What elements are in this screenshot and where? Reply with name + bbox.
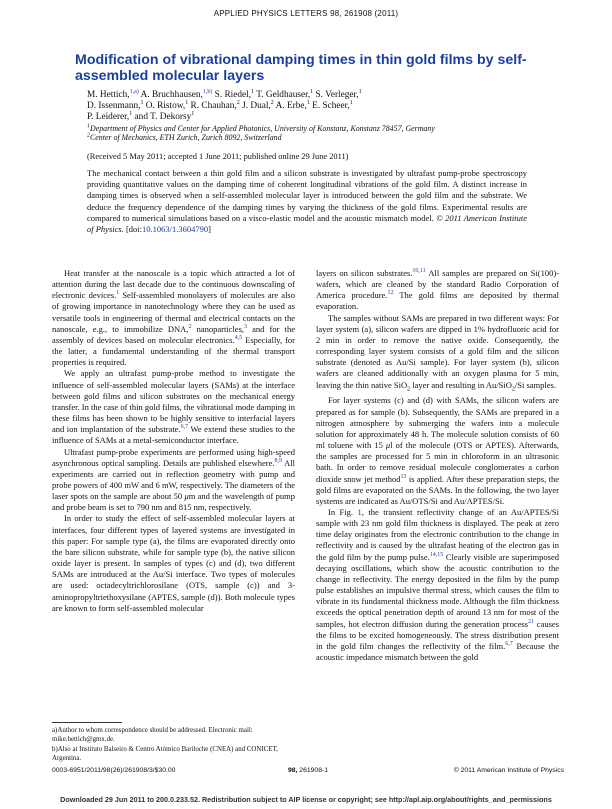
footnote-divider — [52, 722, 122, 723]
article-title: Modification of vibrational damping times in thin gold films by self-assembled molecular layers — [75, 52, 527, 84]
body-paragraph: Ultrafast pump-probe experiments are performed using high-speed asynchronous optical sampling. Details are published elsewhere.$^{8,9}$ All experiments are carried out in reflection geometry with pump and probe powers of 400 mW and 6 mW, respectively. The diameters of the laser spots on the sample are about 50 μm and the wavelength of pump and probe beam is set to 790 nm and 815 nm, respectively. — [52, 446, 296, 513]
body-paragraph: For layer systems (c) and (d) with SAMs, the silicon wafers are prepared as for sample (b). Subsequently, the SAMs are prepared in a nitrogen atmosphere by submerging the wafers into a molecule solution for approximately 48 h. The molecule solution consists of 60 ml toluene with 15 μl of the molecule (OTS or APTES). Afterwards, the samples are processed for 5 min in chloroform in an ultrasonic bath. In order to remove residual molecule conglomerates a carbon dioxide snow jet method$^{13}$ is applied. After these preparation steps, the gold films are evaporated on the SAMs. In the following, the two layer systems are indicated as Au/OTS/Si and Au/APTES/Si. — [316, 395, 559, 506]
abstract-text: The mechanical contact between a thin gold film and a silicon substrate is investigated by ultrafast pump-probe spectroscopy providing quantitative values on the damping time of coherent longitudinal vibrations of the gold film. A distinct increase in damping times is observed when a self-assembled molecular layer is introduced between the gold film and the substrate. We deduce the frequency dependence of the damping times by varying the thickness of the gold films. Experimental results are compared to numerical simulations based on a visco-elastic model and the acoustic mismatch model. — [87, 168, 527, 223]
body-paragraph: We apply an ultrafast pump-probe method to investigate the influence of self-assembled molecular layers (SAMs) at the interface between gold films and silicon substrates on the mechanical energy transfer. In the case of thin gold films, the vibrational mode damping in these films has been shown to be highly sensitive to interfacial layers and ion implantation of the substrate.$^{6,7}$ We extend these studies to the influence of SAMs at a metal-semiconductor interface. — [52, 368, 295, 446]
footer-copyright: © 2011 American Institute of Physics — [453, 767, 564, 774]
abstract-copyright: © 2011 American Institute of Physics. — [87, 212, 528, 235]
footnotes — [52, 727, 297, 765]
footer-code: 0003-6951/2011/98(26)/261908/3/$30.00 — [52, 767, 176, 774]
author-list — [87, 90, 527, 124]
affiliation: $^2$Center of Mechanics, ETH Zurich, Zurich 8092, Switzerland — [87, 132, 282, 143]
author-line: D. Issenmann,$^1$ O. Ristow,$^1$ R. Chauhan,$^2$ J. Dual,$^2$ A. Erbe,$^1$ E. Scheer,$^1$ — [87, 100, 353, 112]
doi-prefix: [doi: — [125, 224, 143, 235]
body-paragraph: Heat transfer at the nanoscale is a topic which attracted a lot of attention during the last decade due to the continuous downscaling of electronic devices.$^1$ Self-assembled monolayers of molecules are also of growing importance in nanotechnology where they can be used as versatile tools in engineering of thermal and electrical contacts on the nanoscale, e.g., to immobilize DNA,$^2$ nanoparticles,$^3$ and for the assembly of devices based on molecular electronics.$^{4,5}$ Especially, for the latter, a fundamental understanding of the thermal transport properties is required. — [52, 268, 295, 368]
doi-suffix: ] — [208, 224, 211, 235]
body-paragraph: The samples without SAMs are prepared in two different ways: For layer system (a), silicon wafers are dipped in 1% hydrofluoric acid for 2 min in order to remove the native oxide. Consequently, the corresponding layer system consists of a gold film and the silicon substrate (denoted as Au/Si sample). For layer system (b), silicon wafers are cleaned additionally with an oxygen plasma for 5 min, leaving the thin native SiO$_2$ layer and resulting in Au/SiO$_2$/Si samples. — [316, 312, 559, 393]
body-paragraph: In Fig. 1, the transient reflectivity change of an Au/APTES/Si sample with 23 nm gold film thickness is displayed. The peak at zero time delay originates from the electronic contribution to the change in reflectivity and is caused by the ultrafast heating of the electron gas in the gold film by the pump pulse.$^{14,15}$ Clearly visible are superimposed decaying oscillations, which show the acoustic contribution to the change in reflectivity. The energy deposited in the film by the pump pulse establishes an impulsive thermal stress, which causes the film to vibrate in its fundamental thickness mode. Although the film thickness exceeds the optical penetration depth of around 13 nm for most of the samples, hot electron diffusion during the generation process$^{21}$ causes the films to be excited homogeneously. The stress distribution present in the gold film changes the reflectivity of the film.$^{6,7}$ Because the acoustic impedance mismatch between the gold — [316, 506, 560, 662]
footnote: a)Author to whom correspondence should be addressed. Electronic mail: mike.hettich@gmx.de. — [52, 727, 253, 743]
affiliations — [87, 124, 557, 143]
abstract — [87, 168, 527, 235]
doi-link[interactable]: 10.1063/1.3604790 — [142, 224, 209, 235]
affiliation: $^1$Department of Physics and Center for Applied Photonics, University of Konstanz, Konstanz 78457, Germany — [87, 123, 435, 133]
download-notice: Downloaded 29 Jun 2011 to 200.0.233.52. Redistribution subject to AIP license or copyright; see http://apl.aip.org/about/rights_and_permissions — [60, 795, 552, 804]
footer-volume: 98, — [287, 767, 298, 774]
received-dates: (Received 5 May 2011; accepted 1 June 2011; published online 29 June 2011) — [87, 152, 349, 161]
journal-header: APPLIED PHYSICS LETTERS 98, 261908 (2011) — [213, 9, 399, 18]
footer-page-number: 261908-1 — [297, 767, 329, 774]
footnote: b)Also at Instituto Balseiro & Centro Atómico Bariloche (CNEA) and CONICET, Argentina. — [52, 746, 278, 762]
left-column — [52, 268, 295, 614]
author-line: P. Leiderer,$^1$ and T. Dekorsy$^1$ — [87, 111, 195, 123]
author-line: M. Hettich,$^{1,a)}$ A. Bruchhausen,$^{1,b)}$ S. Riedel,$^1$ T. Geldhauser,$^1$ S. Verleger,$^1$ — [87, 88, 362, 100]
body-paragraph: layers on silicon substrates.$^{10,11}$ All samples are prepared on Si(100)-wafers, which are cleaned by the standard Radio Corporation of America procedure.$^{12}$ The gold films are deposited by thermal evaporation. — [316, 268, 559, 312]
right-column — [316, 268, 559, 663]
body-paragraph: In order to study the effect of self-assembled molecular layers at interfaces, four different types of layered systems are investigated in this paper: For sample type (a), the films are evaporated directly onto the bare silicon substrate, while for sample type (b), the native silicon oxide layer is present. In samples of types (c) and (d), two different SAMs are introduced at the Au/Si interface. Two types of molecules are used: octadecyltrichlorosilane (OTS, sample (c)) and 3-aminopropyltriethoxysilane (APTES, sample (d)). Both molecule types are known to form self-assembled molecular — [52, 513, 295, 613]
